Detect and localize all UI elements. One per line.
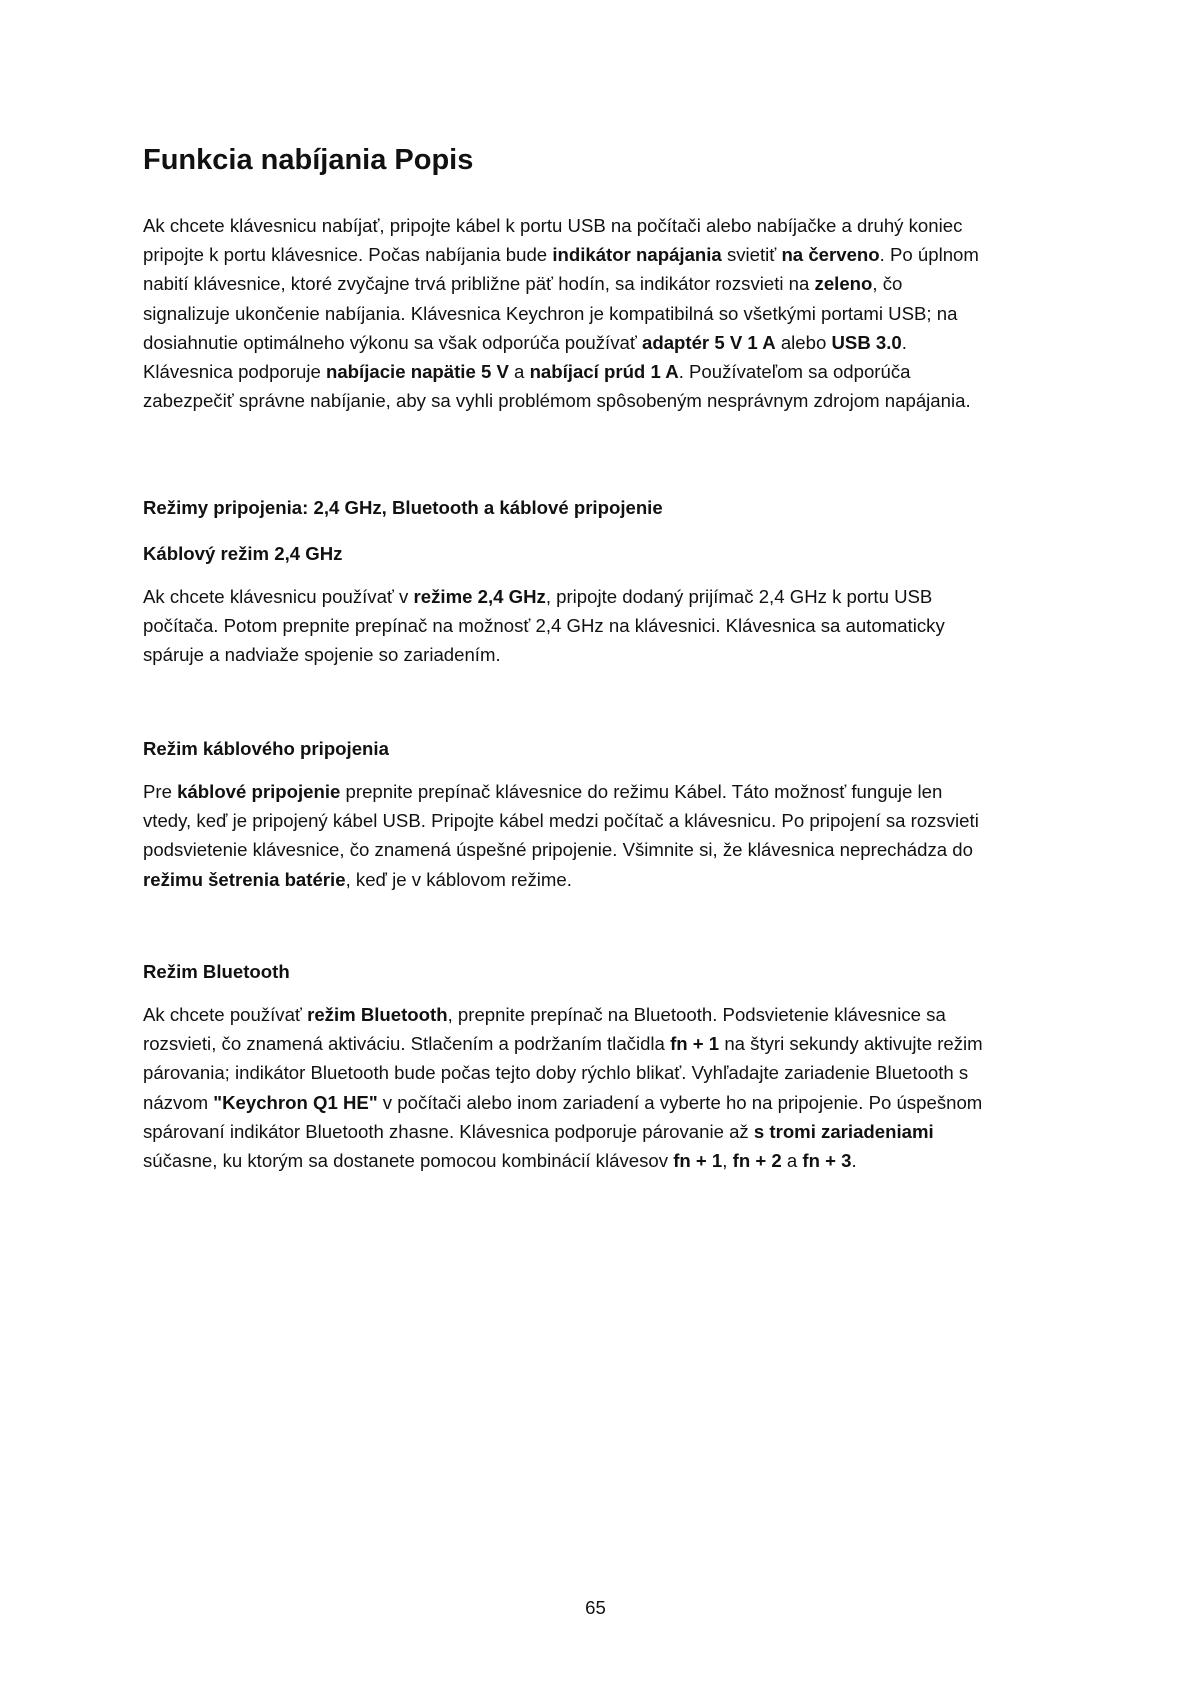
text-line: [143, 1117, 1063, 1146]
text-run: signalizuje ukončenie nabíjania. Klávesnica Keychron je kompatibilná so všetkými portami USB; na: [143, 302, 958, 324]
text-line: [143, 1029, 1063, 1058]
text-run: názvom: [143, 1091, 214, 1113]
bluetooth-paragraph: [143, 1000, 1063, 1175]
text-line: [143, 386, 1063, 415]
bold-text: režimu šetrenia batérie: [143, 868, 346, 890]
text-line: [143, 269, 1063, 298]
bold-text: fn + 2: [732, 1150, 782, 1172]
text-line: [143, 582, 1063, 611]
bold-text: fn + 3: [802, 1150, 852, 1172]
text-line: [143, 865, 1063, 894]
text-line: [143, 357, 1063, 386]
text-run: Pre: [143, 781, 178, 802]
text-run: . Používateľom sa odporúča: [678, 361, 911, 383]
text-run: a: [508, 361, 530, 383]
wired-heading: Režim káblového pripojenia: [143, 738, 389, 759]
text-run: alebo: [775, 331, 832, 353]
text-run: nabití klávesnice, ktoré zvyčajne trvá približne päť hodín, sa indikátor rozsvieti na: [143, 273, 815, 295]
text-run: na štyri sekundy aktivujte režim: [719, 1033, 983, 1055]
text-run: Ak chcete klávesnicu nabíjať, pripojte kábel k portu USB na počítači alebo nabíjačke a druhý koniec: [143, 215, 963, 236]
page-title: Funkcia nabíjania Popis: [143, 144, 474, 176]
modes-heading: Režimy pripojenia: 2,4 GHz, Bluetooth a káblové pripojenie: [143, 497, 663, 518]
text-run: rozsvieti, čo znamená aktiváciu. Stlačením a podržaním tlačidla: [143, 1033, 671, 1055]
bold-text: fn + 1: [670, 1033, 720, 1055]
text-run: spáruje a nadviaže spojenie so zariadením.: [143, 644, 501, 666]
text-run: .: [851, 1150, 857, 1172]
text-run: počítača. Potom prepnite prepínač na možnosť 2,4 GHz na klávesnici. Klávesnica sa automaticky: [143, 615, 945, 637]
bold-text: režime 2,4 GHz: [413, 586, 546, 607]
text-run: Klávesnica podporuje: [143, 361, 326, 383]
text-run: , čo: [872, 273, 903, 295]
text-run: svietiť: [721, 244, 782, 266]
text-run: podsvietenie klávesnice, čo znamená úspešné pripojenie. Všimnite si, že klávesnica neprechádza do: [143, 839, 973, 861]
bold-text: fn + 1: [673, 1150, 723, 1172]
ghz-paragraph: [143, 582, 1063, 670]
text-run: , prepnite prepínač na Bluetooth. Podsvietenie klávesnice sa: [447, 1004, 946, 1025]
text-run: a: [781, 1150, 803, 1172]
ghz-heading: Káblový režim 2,4 GHz: [143, 543, 343, 564]
text-line: [143, 211, 1063, 240]
text-line: [143, 240, 1063, 269]
text-line: [143, 777, 1063, 806]
text-line: [143, 640, 1063, 669]
text-run: súčasne, ku ktorým sa dostanete pomocou kombinácií klávesov: [143, 1150, 674, 1172]
text-run: , pripojte dodaný prijímač 2,4 GHz k portu USB: [545, 586, 933, 607]
bold-text: nabíjacie napätie 5 V: [325, 361, 509, 383]
text-run: , keď je v káblovom režime.: [345, 868, 572, 890]
page-number: 65: [585, 1597, 606, 1618]
text-run: pripojte k portu klávesnice. Počas nabíjania bude: [143, 244, 553, 266]
charging-paragraph: [143, 211, 1063, 415]
bold-text: na červeno: [781, 244, 880, 266]
text-line: [143, 1146, 1063, 1175]
text-run: prepnite prepínač klávesnice do režimu Kábel. Táto možnosť funguje len: [340, 781, 943, 802]
bold-text: s tromi zariadeniami: [753, 1120, 934, 1142]
text-run: .: [901, 331, 907, 353]
text-line: [143, 328, 1063, 357]
bold-text: adaptér 5 V 1 A: [642, 331, 776, 353]
text-run: Ak chcete klávesnicu používať v: [143, 586, 414, 607]
text-line: [143, 806, 1063, 835]
text-line: [143, 1000, 1063, 1029]
bold-text: režim Bluetooth: [307, 1004, 448, 1025]
bold-text: indikátor napájania: [552, 244, 722, 266]
text-run: Ak chcete používať: [143, 1004, 308, 1025]
text-run: . Po úplnom: [879, 244, 979, 266]
text-line: [143, 299, 1063, 328]
bold-text: zeleno: [814, 273, 873, 295]
bluetooth-heading: Režim Bluetooth: [143, 961, 290, 982]
text-run: v počítači alebo inom zariadení a vyberte ho na pripojenie. Po úspešnom: [377, 1091, 983, 1113]
bold-text: USB 3.0: [831, 331, 902, 353]
text-line: [143, 835, 1063, 864]
bold-text: nabíjací prúd 1 A: [529, 361, 679, 383]
text-run: dosiahnutie optimálneho výkonu sa však odporúča používať: [143, 331, 642, 353]
wired-paragraph: [143, 777, 1063, 894]
text-line: [143, 1058, 1063, 1087]
bold-text: káblové pripojenie: [177, 781, 341, 802]
text-line: [143, 611, 1063, 640]
text-run: ,: [722, 1150, 733, 1172]
text-run: párovania; indikátor Bluetooth bude počas tejto doby rýchlo blikať. Vyhľadajte zariadenie Bluetooth s: [143, 1062, 969, 1084]
text-line: [143, 1088, 1063, 1117]
text-run: spárovaní indikátor Bluetooth zhasne. Klávesnica podporuje párovanie až: [143, 1120, 754, 1142]
text-run: zabezpečiť správne nabíjanie, aby sa vyhli problémom spôsobeným nesprávnym zdrojom napájania.: [143, 390, 971, 412]
text-run: vtedy, keď je pripojený kábel USB. Pripojte kábel medzi počítač a klávesnicu. Po pripojení sa rozsvieti: [143, 810, 979, 832]
bold-text: "Keychron Q1 HE": [213, 1091, 378, 1113]
